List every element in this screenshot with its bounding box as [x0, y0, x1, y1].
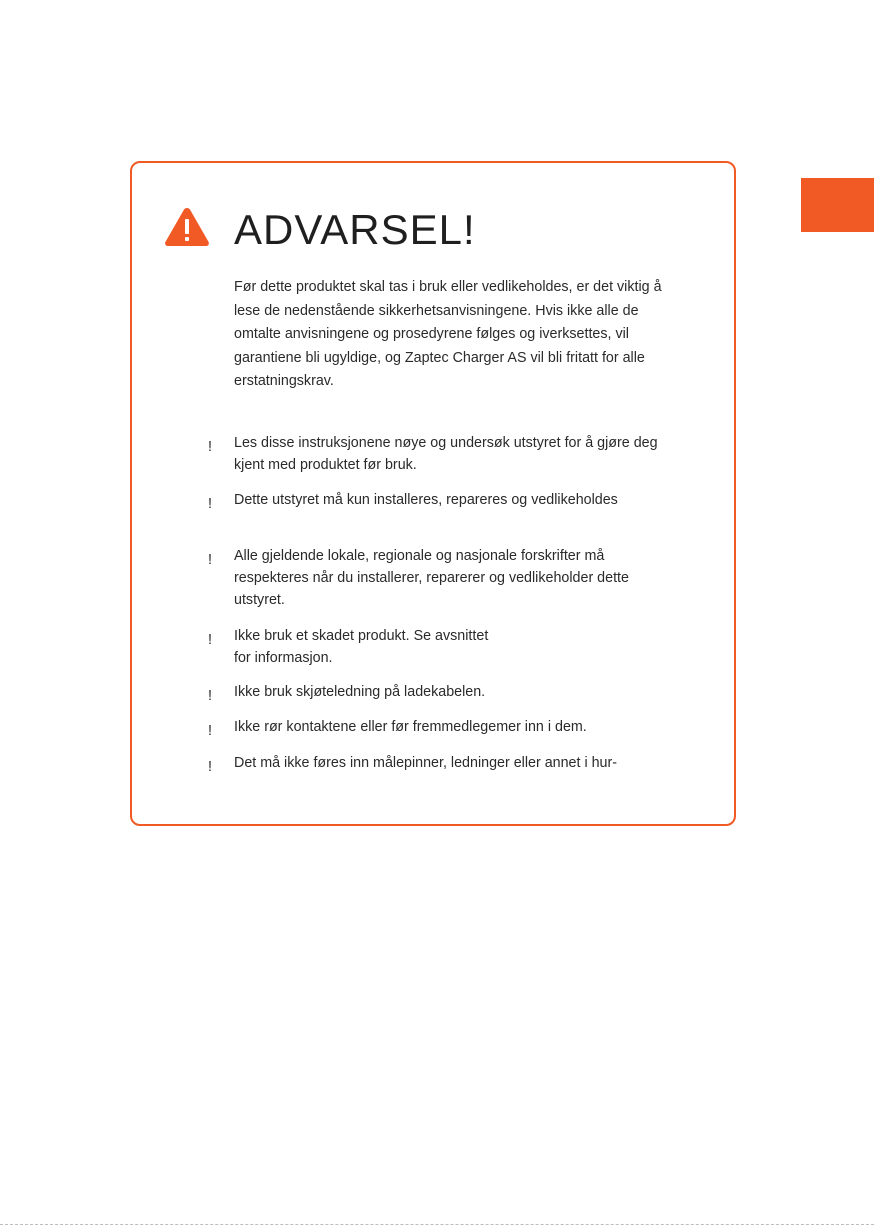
warning-triangle-icon: [163, 206, 211, 248]
exclamation-icon: !: [208, 632, 212, 648]
exclamation-icon: !: [208, 496, 212, 512]
warning-intro: Før dette produktet skal tas i bruk eller vedlikeholdes, er det viktig å lese de nedenstående sikkerhetsanvisningene. Hvis ikke alle de omtalte anvisningene og prosedyrene følges og iverksettes, vil garantiene bli ugyldige, og Zaptec Charger AS vil bli fritatt for alle erstatningskrav.: [234, 279, 662, 390]
list-item-text: Les disse instruksjonene nøye og undersøk utstyret for å gjøre deg kjent med produktet før bruk.: [234, 435, 658, 473]
exclamation-icon: !: [208, 723, 212, 739]
list-item-text: Ikke bruk et skadet produkt. Se avsnittet for informasjon.: [234, 628, 489, 666]
exclamation-icon: !: [208, 552, 212, 568]
list-item-text: Dette utstyret må kun installeres, repareres og vedlikeholdes: [234, 492, 618, 508]
page-bottom-divider: [0, 1224, 874, 1225]
list-item: [198, 716, 678, 738]
list-item-text: Alle gjeldende lokale, regionale og nasjonale forskrifter må respekteres når du installerer, reparerer og vedlikeholder dette utstyret.: [234, 548, 629, 608]
section-tab-marker: [801, 178, 874, 232]
exclamation-icon: !: [208, 688, 212, 704]
list-item-text: Ikke rør kontaktene eller før fremmedlegemer inn i dem.: [234, 719, 587, 735]
list-item: [198, 489, 678, 511]
list-item: [198, 681, 678, 703]
list-item: [198, 432, 678, 476]
exclamation-icon: !: [208, 439, 212, 455]
list-item-text: Det må ikke føres inn målepinner, ledninger eller annet i hur-: [234, 755, 618, 771]
exclamation-icon: !: [208, 759, 212, 775]
list-item: [198, 625, 678, 669]
list-item: [198, 545, 678, 611]
warning-title: ADVARSEL!: [234, 206, 476, 253]
list-item: [198, 752, 678, 774]
list-item-text: Ikke bruk skjøteledning på ladekabelen.: [234, 684, 486, 700]
